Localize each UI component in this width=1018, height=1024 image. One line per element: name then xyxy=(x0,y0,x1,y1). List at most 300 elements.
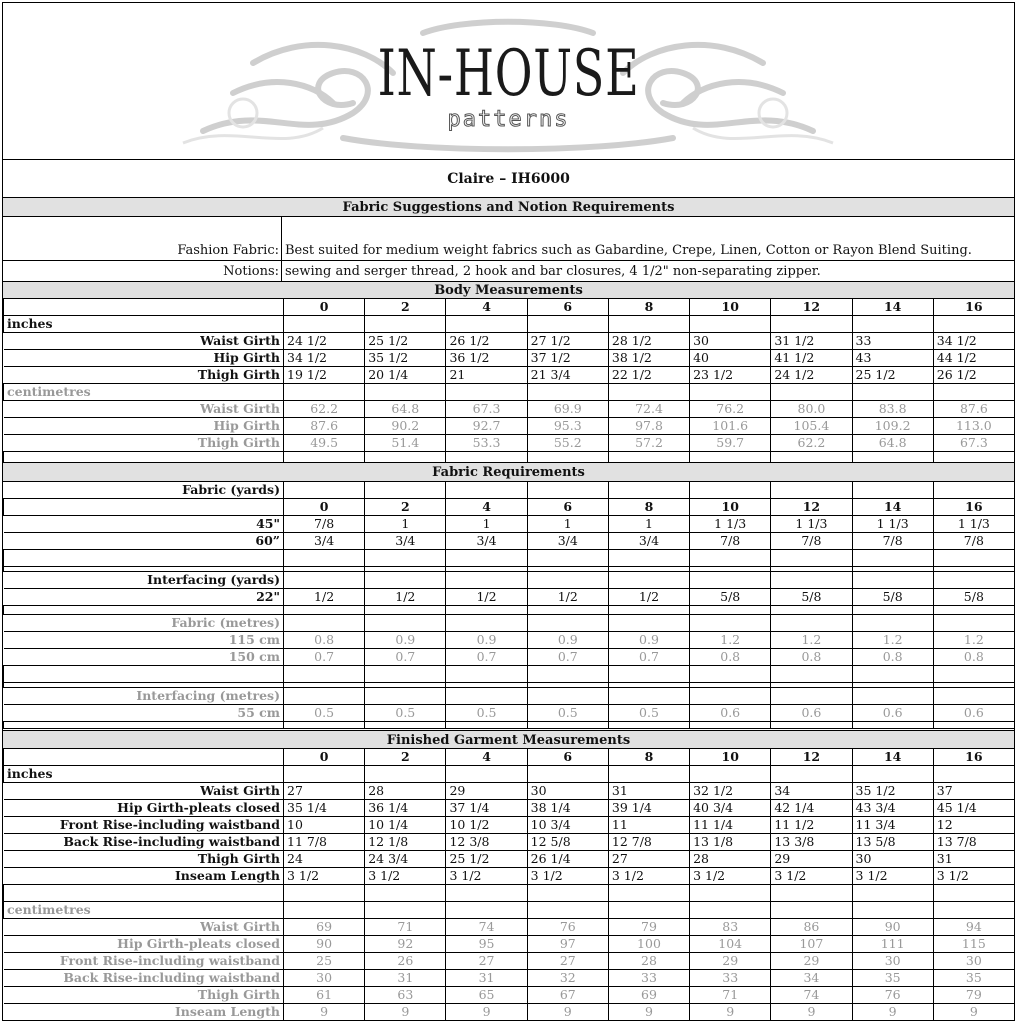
size-header-cell: 14 xyxy=(852,499,933,516)
empty-cell xyxy=(284,606,365,615)
measurement-value: 32 1/2 xyxy=(690,783,771,800)
measurement-value: 9 xyxy=(608,1004,689,1021)
measurement-value: 36 1/2 xyxy=(446,350,527,367)
measurement-label: Front Rise-including waistband xyxy=(4,817,284,834)
empty-cell xyxy=(365,384,446,401)
measurement-value: 10 1/2 xyxy=(446,817,527,834)
size-header-cell: 12 xyxy=(771,749,852,766)
brand-subtitle: patterns xyxy=(447,107,570,132)
row-group-label: Fabric (metres) xyxy=(4,615,284,632)
empty-cell xyxy=(365,902,446,919)
measurement-row xyxy=(4,516,1015,533)
measurement-value: 26 1/2 xyxy=(446,333,527,350)
empty-cell xyxy=(446,885,527,902)
empty-cell xyxy=(690,722,771,729)
measurement-value: 29 xyxy=(446,783,527,800)
measurement-value: 90.2 xyxy=(365,418,446,435)
size-header-cell: 8 xyxy=(608,499,689,516)
measurement-value: 26 xyxy=(365,953,446,970)
empty-cell xyxy=(933,885,1014,902)
measurement-value: 3 1/2 xyxy=(527,868,608,885)
finished-garment-table xyxy=(3,748,1015,1021)
measurement-label: Waist Girth xyxy=(4,783,284,800)
empty-cell xyxy=(608,316,689,333)
measurement-value: 33 xyxy=(852,333,933,350)
size-header-cell: 4 xyxy=(446,749,527,766)
interfacing-yards-row xyxy=(4,572,1015,589)
empty-cell xyxy=(284,885,365,902)
measurement-label: Waist Girth xyxy=(4,333,284,350)
empty-cell xyxy=(284,615,365,632)
measurement-row xyxy=(4,401,1015,418)
measurement-value: 33 xyxy=(690,970,771,987)
size-header-cell: 16 xyxy=(933,499,1014,516)
fashion-fabric-row xyxy=(3,217,1014,261)
section-label: centimetres xyxy=(4,384,284,401)
measurement-value: 76.2 xyxy=(690,401,771,418)
measurement-value: 11 xyxy=(608,817,689,834)
measurement-value: 13 1/8 xyxy=(690,834,771,851)
measurement-value: 80.0 xyxy=(771,401,852,418)
measurement-value: 71 xyxy=(365,919,446,936)
measurement-value: 34 xyxy=(771,783,852,800)
measurement-value: 27 1/2 xyxy=(527,333,608,350)
interfacing-metres-row xyxy=(4,688,1015,705)
empty-cell xyxy=(852,902,933,919)
measurement-label: Back Rise-including waistband xyxy=(4,970,284,987)
measurement-value: 35 1/4 xyxy=(284,800,365,817)
measurement-value: 74 xyxy=(771,987,852,1004)
empty-cell xyxy=(4,885,284,902)
measurement-value: 76 xyxy=(852,987,933,1004)
measurement-value: 101.6 xyxy=(690,418,771,435)
measurement-value: 0.5 xyxy=(608,705,689,722)
empty-cell xyxy=(284,902,365,919)
measurement-value: 30 xyxy=(852,953,933,970)
section-label: inches xyxy=(4,316,284,333)
empty-cell xyxy=(690,615,771,632)
measurement-value: 7/8 xyxy=(933,533,1014,550)
measurement-value: 21 3/4 xyxy=(527,367,608,384)
measurement-row xyxy=(4,418,1015,435)
measurement-label: 115 cm xyxy=(4,632,284,649)
measurement-value: 0.7 xyxy=(446,649,527,666)
measurement-row xyxy=(4,1004,1015,1021)
measurement-value: 31 xyxy=(446,970,527,987)
measurement-value: 7/8 xyxy=(852,533,933,550)
empty-cell xyxy=(608,606,689,615)
empty-cell xyxy=(690,902,771,919)
measurement-value: 95 xyxy=(446,936,527,953)
size-header-cell: 0 xyxy=(284,749,365,766)
measurement-value: 12 5/8 xyxy=(527,834,608,851)
measurement-value: 49.5 xyxy=(284,435,365,452)
measurement-value: 90 xyxy=(852,919,933,936)
measurement-value: 61 xyxy=(284,987,365,1004)
empty-cell xyxy=(527,722,608,729)
header-corner-cell xyxy=(4,749,284,766)
measurement-value: 87.6 xyxy=(933,401,1014,418)
empty-cell xyxy=(933,550,1014,567)
empty-cell xyxy=(771,885,852,902)
measurement-value: 111 xyxy=(852,936,933,953)
measurement-value: 13 7/8 xyxy=(933,834,1014,851)
measurement-value: 30 xyxy=(527,783,608,800)
measurement-value: 76 xyxy=(527,919,608,936)
empty-cell xyxy=(527,384,608,401)
empty-cell xyxy=(446,384,527,401)
empty-cell xyxy=(446,572,527,589)
measurement-value: 9 xyxy=(527,1004,608,1021)
empty-cell xyxy=(365,666,446,683)
empty-cell xyxy=(852,666,933,683)
empty-cell xyxy=(933,606,1014,615)
measurement-value: 64.8 xyxy=(365,401,446,418)
empty-cell xyxy=(608,766,689,783)
measurement-value: 40 xyxy=(690,350,771,367)
measurement-value: 69.9 xyxy=(527,401,608,418)
empty-cell xyxy=(365,766,446,783)
empty-cell xyxy=(852,316,933,333)
empty-cell xyxy=(446,615,527,632)
measurement-value: 55.2 xyxy=(527,435,608,452)
inches-section-row xyxy=(4,766,1015,783)
empty-cell xyxy=(771,550,852,567)
finished-garment-heading: Finished Garment Measurements xyxy=(3,730,1014,749)
measurement-value: 3 1/2 xyxy=(690,868,771,885)
notions-label: Notions: xyxy=(3,261,282,281)
empty-cell xyxy=(933,722,1014,729)
size-header-cell: 4 xyxy=(446,299,527,316)
empty-cell xyxy=(852,482,933,499)
measurement-row xyxy=(4,936,1015,953)
empty-cell xyxy=(690,666,771,683)
header-corner-cell xyxy=(4,299,284,316)
measurement-value: 35 xyxy=(933,970,1014,987)
empty-cell xyxy=(527,885,608,902)
measurement-value: 45 1/4 xyxy=(933,800,1014,817)
measurement-value: 67.3 xyxy=(446,401,527,418)
measurement-value: 53.3 xyxy=(446,435,527,452)
measurement-value: 10 1/4 xyxy=(365,817,446,834)
measurement-value: 7/8 xyxy=(284,516,365,533)
empty-cell xyxy=(690,572,771,589)
measurement-row xyxy=(4,435,1015,452)
measurement-value: 31 xyxy=(365,970,446,987)
size-header-row xyxy=(4,299,1015,316)
measurement-value: 40 3/4 xyxy=(690,800,771,817)
measurement-value: 24 xyxy=(284,851,365,868)
empty-cell xyxy=(933,384,1014,401)
measurement-value: 25 1/2 xyxy=(852,367,933,384)
measurement-label: 60” xyxy=(4,533,284,550)
measurement-value: 30 xyxy=(933,953,1014,970)
empty-cell xyxy=(933,615,1014,632)
measurement-value: 57.2 xyxy=(608,435,689,452)
measurement-value: 62.2 xyxy=(284,401,365,418)
measurement-value: 9 xyxy=(365,1004,446,1021)
measurement-value: 95.3 xyxy=(527,418,608,435)
size-header-cell: 12 xyxy=(771,499,852,516)
measurement-row xyxy=(4,970,1015,987)
measurement-value: 0.6 xyxy=(771,705,852,722)
measurement-value: 9 xyxy=(284,1004,365,1021)
measurement-value: 86 xyxy=(771,919,852,936)
measurement-value: 0.8 xyxy=(284,632,365,649)
empty-cell xyxy=(771,316,852,333)
empty-cell xyxy=(527,606,608,615)
empty-cell xyxy=(852,606,933,615)
cm-section-row xyxy=(4,384,1015,401)
measurement-value: 30 xyxy=(852,851,933,868)
measurement-value: 1.2 xyxy=(933,632,1014,649)
measurement-value: 29 xyxy=(771,953,852,970)
measurement-label: Thigh Girth xyxy=(4,367,284,384)
measurement-value: 34 1/2 xyxy=(284,350,365,367)
measurement-row xyxy=(4,632,1015,649)
measurement-label: Hip Girth-pleats closed xyxy=(4,800,284,817)
empty-cell xyxy=(690,550,771,567)
notions-row xyxy=(3,261,1014,282)
empty-cell xyxy=(284,688,365,705)
empty-cell xyxy=(608,688,689,705)
measurement-value: 11 1/2 xyxy=(771,817,852,834)
spacer-row xyxy=(4,606,1015,615)
row-group-label: Fabric (yards) xyxy=(4,482,284,499)
measurement-row xyxy=(4,800,1015,817)
measurement-value: 1 xyxy=(365,516,446,533)
measurement-value: 0.8 xyxy=(852,649,933,666)
measurement-row xyxy=(4,367,1015,384)
measurement-value: 3/4 xyxy=(608,533,689,550)
notions-value: sewing and serger thread, 2 hook and bar closures, 4 1/2" non-separating zipper. xyxy=(285,264,821,279)
inches-section-row xyxy=(4,316,1015,333)
measurement-label: Hip Girth xyxy=(4,350,284,367)
measurement-value: 0.8 xyxy=(933,649,1014,666)
measurement-value: 26 1/4 xyxy=(527,851,608,868)
measurement-row xyxy=(4,350,1015,367)
measurement-value: 43 xyxy=(852,350,933,367)
measurement-value: 1 1/3 xyxy=(771,516,852,533)
measurement-value: 37 1/2 xyxy=(527,350,608,367)
measurement-value: 38 1/2 xyxy=(608,350,689,367)
empty-cell xyxy=(933,572,1014,589)
empty-cell xyxy=(365,482,446,499)
measurement-value: 21 xyxy=(446,367,527,384)
measurement-value: 3/4 xyxy=(365,533,446,550)
measurement-value: 0.7 xyxy=(527,649,608,666)
measurement-value: 27 xyxy=(527,953,608,970)
empty-cell xyxy=(527,615,608,632)
empty-cell xyxy=(4,550,284,567)
measurement-value: 69 xyxy=(608,987,689,1004)
measurement-value: 5/8 xyxy=(690,589,771,606)
size-header-cell: 8 xyxy=(608,299,689,316)
measurement-value: 7/8 xyxy=(771,533,852,550)
measurement-value: 28 1/2 xyxy=(608,333,689,350)
measurement-value: 30 xyxy=(284,970,365,987)
measurement-value: 79 xyxy=(933,987,1014,1004)
empty-cell xyxy=(527,666,608,683)
fashion-fabric-value: Best suited for medium weight fabrics such as Gabardine, Crepe, Linen, Cotton or Rayon Blend Suiting. xyxy=(285,243,972,258)
measurement-value: 64.8 xyxy=(852,435,933,452)
pattern-title: Claire – IH6000 xyxy=(3,159,1014,198)
empty-cell xyxy=(852,615,933,632)
measurement-row xyxy=(4,705,1015,722)
measurement-value: 67 xyxy=(527,987,608,1004)
measurement-value: 26 1/2 xyxy=(933,367,1014,384)
empty-cell xyxy=(527,902,608,919)
measurement-value: 0.8 xyxy=(771,649,852,666)
empty-cell xyxy=(933,316,1014,333)
measurement-value: 13 3/8 xyxy=(771,834,852,851)
measurement-value: 3 1/2 xyxy=(852,868,933,885)
measurement-value: 31 1/2 xyxy=(771,333,852,350)
measurement-value: 1 1/3 xyxy=(933,516,1014,533)
empty-cell xyxy=(284,666,365,683)
size-header-cell: 8 xyxy=(608,749,689,766)
measurement-value: 0.9 xyxy=(446,632,527,649)
measurement-value: 3/4 xyxy=(284,533,365,550)
empty-cell xyxy=(852,766,933,783)
measurement-row xyxy=(4,333,1015,350)
empty-cell xyxy=(446,606,527,615)
measurement-value: 43 3/4 xyxy=(852,800,933,817)
measurement-value: 12 1/8 xyxy=(365,834,446,851)
measurement-value: 44 1/2 xyxy=(933,350,1014,367)
measurement-label: Back Rise-including waistband xyxy=(4,834,284,851)
empty-cell xyxy=(771,722,852,729)
empty-cell xyxy=(365,606,446,615)
body-measurements-heading: Body Measurements xyxy=(3,281,1014,299)
measurement-label: Waist Girth xyxy=(4,919,284,936)
empty-cell xyxy=(4,606,284,615)
empty-cell xyxy=(284,572,365,589)
empty-cell xyxy=(527,550,608,567)
empty-cell xyxy=(365,572,446,589)
measurement-label: Inseam Length xyxy=(4,1004,284,1021)
size-header-cell: 6 xyxy=(527,749,608,766)
measurement-value: 0.9 xyxy=(608,632,689,649)
measurement-label: Hip Girth xyxy=(4,418,284,435)
section-label: centimetres xyxy=(4,902,284,919)
size-header-cell: 2 xyxy=(365,299,446,316)
measurement-value: 83.8 xyxy=(852,401,933,418)
measurement-value: 42 1/4 xyxy=(771,800,852,817)
size-header-cell: 16 xyxy=(933,299,1014,316)
size-header-cell: 0 xyxy=(284,299,365,316)
empty-cell xyxy=(284,766,365,783)
measurement-value: 5/8 xyxy=(933,589,1014,606)
measurement-row xyxy=(4,783,1015,800)
measurement-value: 9 xyxy=(933,1004,1014,1021)
measurement-value: 3 1/2 xyxy=(771,868,852,885)
empty-cell xyxy=(771,688,852,705)
size-header-cell: 2 xyxy=(365,499,446,516)
measurement-value: 27 xyxy=(446,953,527,970)
empty-cell xyxy=(690,606,771,615)
measurement-value: 31 xyxy=(933,851,1014,868)
measurement-row xyxy=(4,868,1015,885)
measurement-value: 5/8 xyxy=(771,589,852,606)
measurement-value: 97 xyxy=(527,936,608,953)
measurement-value: 3 1/2 xyxy=(365,868,446,885)
empty-cell xyxy=(933,688,1014,705)
empty-cell xyxy=(446,482,527,499)
measurement-value: 11 7/8 xyxy=(284,834,365,851)
empty-cell xyxy=(852,688,933,705)
measurement-value: 3 1/2 xyxy=(446,868,527,885)
empty-cell xyxy=(771,606,852,615)
empty-cell xyxy=(446,550,527,567)
measurement-value: 12 3/8 xyxy=(446,834,527,851)
measurement-value: 39 1/4 xyxy=(608,800,689,817)
empty-cell xyxy=(608,550,689,567)
measurement-value: 24 3/4 xyxy=(365,851,446,868)
empty-cell xyxy=(690,688,771,705)
empty-cell xyxy=(771,766,852,783)
size-header-row xyxy=(4,499,1015,516)
fabric-requirements-heading: Fabric Requirements xyxy=(3,462,1014,482)
measurement-value: 63 xyxy=(365,987,446,1004)
measurement-value: 107 xyxy=(771,936,852,953)
measurement-label: Waist Girth xyxy=(4,401,284,418)
empty-cell xyxy=(527,572,608,589)
measurement-value: 24 1/2 xyxy=(771,367,852,384)
measurement-value: 92 xyxy=(365,936,446,953)
measurement-value: 113.0 xyxy=(933,418,1014,435)
measurement-label: Inseam Length xyxy=(4,868,284,885)
measurement-row xyxy=(4,834,1015,851)
measurement-value: 29 xyxy=(771,851,852,868)
empty-cell xyxy=(690,316,771,333)
empty-cell xyxy=(365,885,446,902)
measurement-value: 62.2 xyxy=(771,435,852,452)
empty-cell xyxy=(771,902,852,919)
measurement-value: 0.5 xyxy=(284,705,365,722)
empty-cell xyxy=(4,722,284,729)
measurement-value: 32 xyxy=(527,970,608,987)
section-label: inches xyxy=(4,766,284,783)
empty-cell xyxy=(690,885,771,902)
measurement-row xyxy=(4,953,1015,970)
empty-cell xyxy=(690,384,771,401)
measurement-value: 38 1/4 xyxy=(527,800,608,817)
measurement-value: 35 xyxy=(852,970,933,987)
measurement-value: 1/2 xyxy=(365,589,446,606)
measurement-value: 28 xyxy=(365,783,446,800)
measurement-value: 109.2 xyxy=(852,418,933,435)
measurement-value: 12 xyxy=(933,817,1014,834)
measurement-value: 115 xyxy=(933,936,1014,953)
measurement-value: 3 1/2 xyxy=(933,868,1014,885)
measurement-value: 0.8 xyxy=(690,649,771,666)
measurement-value: 31 xyxy=(608,783,689,800)
empty-cell xyxy=(852,550,933,567)
size-header-cell: 10 xyxy=(690,499,771,516)
empty-cell xyxy=(446,722,527,729)
measurement-label: 150 cm xyxy=(4,649,284,666)
size-header-cell: 4 xyxy=(446,499,527,516)
measurement-label: Thigh Girth xyxy=(4,435,284,452)
measurement-value: 74 xyxy=(446,919,527,936)
measurement-value: 79 xyxy=(608,919,689,936)
empty-cell xyxy=(365,722,446,729)
measurement-label: Thigh Girth xyxy=(4,987,284,1004)
fabric-requirements-table xyxy=(3,481,1015,729)
empty-cell xyxy=(933,482,1014,499)
measurement-value: 28 xyxy=(690,851,771,868)
